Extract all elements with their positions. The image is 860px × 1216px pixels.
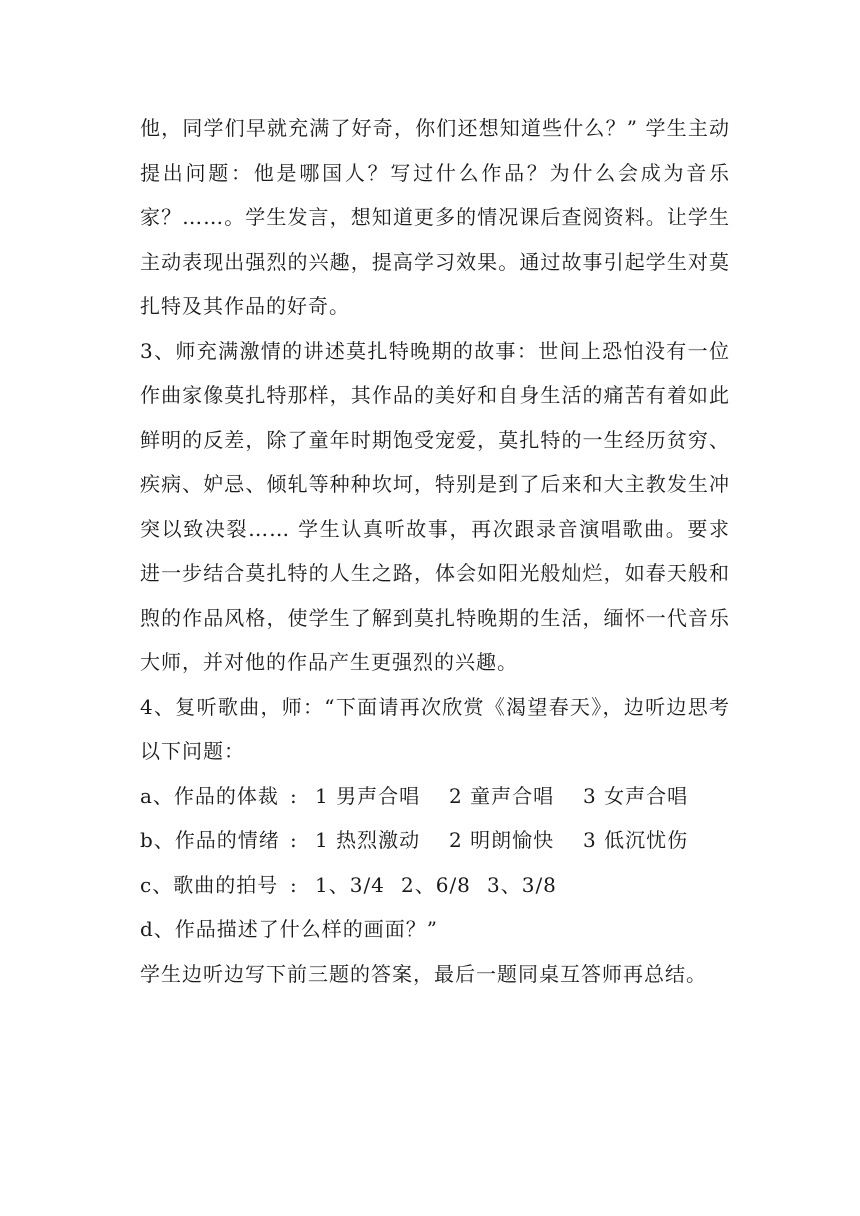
document-body: [140, 106, 730, 996]
choice-item: 1 男声合唱: [315, 783, 421, 808]
paragraph-listen: 4、复听歌曲，师：“下面请再次欣赏《渴望春天》，边听边思考以下问题：: [140, 694, 730, 763]
paragraph-closing: 学生边听边写下前三题的答案，最后一题同桌互答师再总结。: [140, 961, 707, 986]
paragraph-intro: 他，同学们早就充满了好奇，你们还想知道些什么？” 学生主动提出问题：他是哪国人？写过什么作品？为什么会成为音乐家？……。学生发言，想知道更多的情况课后查阅资料。让学生主动表现出强烈的兴趣，提高学习效果。通过故事引起学生对莫扎特及其作品的好奇。: [140, 116, 730, 318]
question-label: c、歌曲的拍号: [140, 872, 279, 897]
choice-item: 3 低沉忧伤: [583, 828, 689, 852]
question-label: a、作品的体裁: [140, 783, 279, 808]
question-meter: [140, 863, 730, 908]
question-genre: [140, 774, 730, 819]
paragraph-story: 3、师充满激情的讲述莫扎特晚期的故事：世间上恐怕没有一位作曲家像莫扎特那样，其作品的美好和自身生活的痛苦有着如此鲜明的反差，除了童年时期饱受宠爱，莫扎特的一生经历贫穷、疾病、妒忌、倾轧等种种坎坷，特别是到了后来和大主教发生冲突以致决裂…… 学生认真听故事，再次跟录音演唱歌曲。要求进一步结合莫扎特的人生之路，体会如阳光般灿烂，如春天般和煦的作品风格，使学生了解到莫扎特晚期的生活，缅怀一代音乐大师，并对他的作品产生更强烈的兴趣。: [140, 338, 730, 674]
question-label: b、作品的情绪: [140, 828, 280, 852]
choice-item: 3、3/8: [487, 872, 557, 897]
question-mood: [140, 818, 730, 863]
choice-item: 2 明朗愉快: [449, 828, 555, 852]
question-colon: :: [290, 828, 298, 852]
choice-item: 3 女声合唱: [583, 783, 689, 808]
question-colon: :: [290, 872, 298, 897]
choice-item: 2 童声合唱: [449, 783, 555, 808]
question-colon: :: [290, 783, 298, 808]
choice-item: 1、3/4: [315, 872, 385, 897]
choice-item: 1 热烈激动: [315, 828, 421, 852]
question-scene: d、作品描述了什么样的画面？”: [140, 917, 439, 941]
choice-item: 2、6/8: [401, 872, 471, 897]
